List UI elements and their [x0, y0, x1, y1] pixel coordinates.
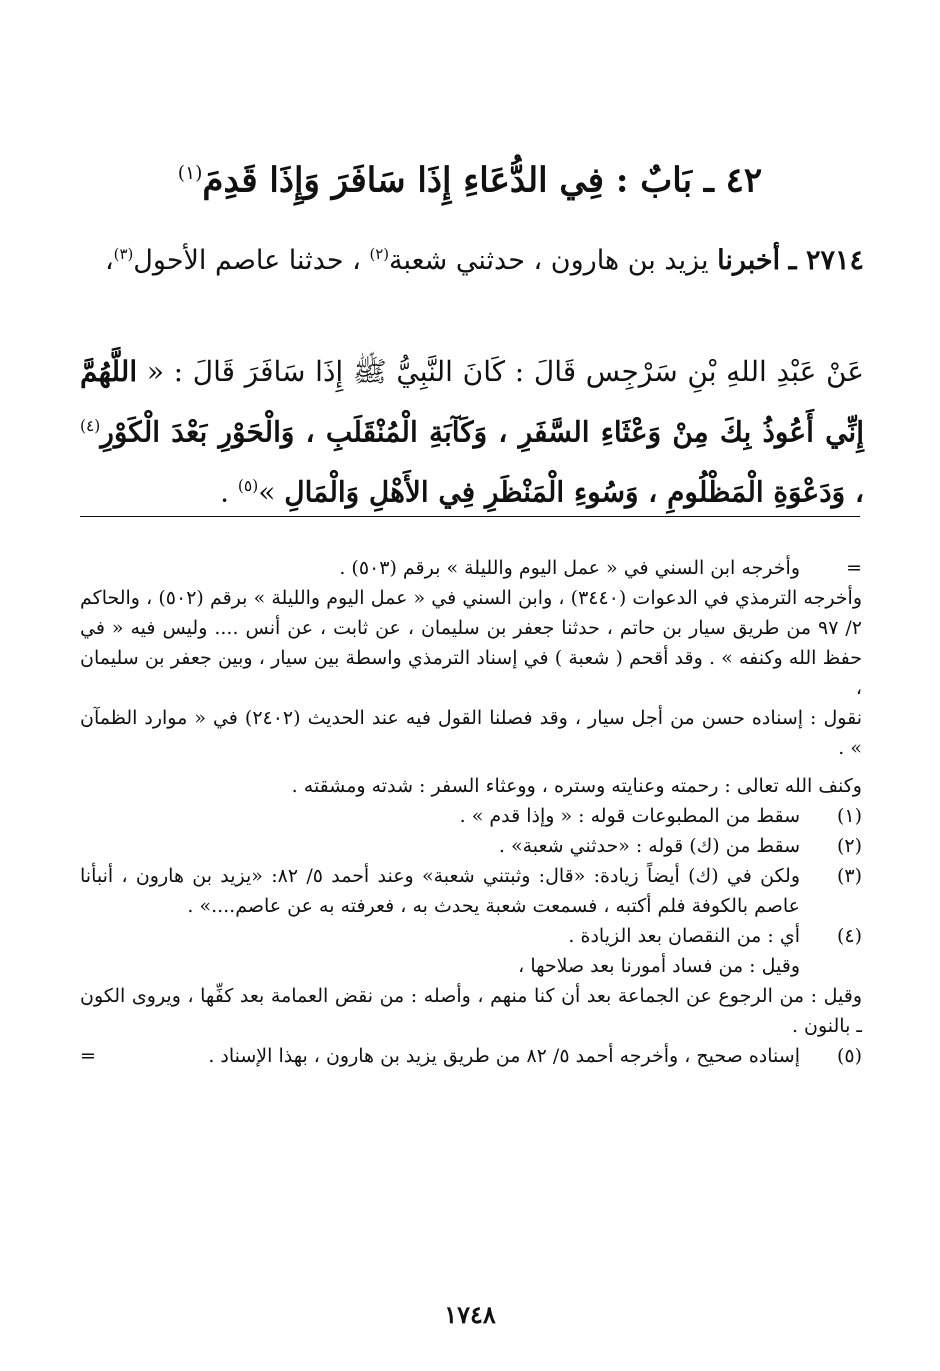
footnote-1 — [80, 801, 862, 831]
footnote-ref-4: (٤) — [80, 417, 101, 435]
footnote-separator — [80, 516, 860, 517]
chapter-title-text: ٤٢ ـ بَابٌ : فِي الدُّعَاءِ إِذَا سَافَرَ وَإِذَا قَدِمَ — [202, 160, 763, 201]
continued-note-line: وأخرجه الترمذي في الدعوات (٣٤٤٠) ، وابن السني في « عمل اليوم والليلة » برقم (٥٠٢) ، والحاكم ٢/ ٩٧ من طريق سيار بن حاتم ، حدثنا جعفر بن سليمان ، عن ثابت ، عن أنس .... وليس فيه « في حفظ الله وكنفه » . وقد أقحم ( شعبة ) في إسناد الترمذي واسطة بين سيار ، وبين جعفر بن سليمان ، — [80, 587, 863, 699]
footnote-text: سقط من (ك) قوله : «حدثني شعبة» . — [498, 835, 800, 857]
footnote-label: (٥) — [836, 1045, 862, 1067]
footnote-ref-5: (٥) — [237, 477, 259, 496]
isnad-end: ، — [104, 245, 114, 276]
dua-text-1: اللَّهُمَّ إِنِّي أَعُوذُ بِكَ مِنْ وَعْثَاءِ السَّفَرِ ، وَكَآبَةِ الْمُنْقَلَبِ ، وَالْحَوْرِ بَعْدَ الْكَوْرِ — [80, 355, 864, 449]
isnad-part-1: يزيد بن هارون ، حدثني شعبة — [389, 245, 709, 276]
footnote-ref-1: (١) — [177, 163, 203, 184]
footnote-text: ولكن في (ك) أيضاً زيادة: «قال: وثبتني شعبة» وعند أحمد ٥/ ٨٢: «يزيد بن هارون ، أنبأنا عاصم بالكوفة فلم أكتبه ، فسمعت شعبة يحدث به ، فعرفته به عن عاصم....» . — [80, 865, 801, 917]
continued-note-marker: = — [846, 557, 862, 579]
hadith-end-mark: . — [220, 475, 229, 509]
dua-text-2: ، وَدَعْوَةِ الْمَظْلُومِ ، وَسُوءِ الْمَنْظَرِ فِي الأَهْلِ وَالْمَالِ — [284, 475, 864, 509]
footnote-ref-3: (٣) — [113, 245, 134, 263]
footnote-ref-2: (٢) — [369, 245, 390, 263]
page-number: ١٧٤٨ — [444, 1300, 496, 1329]
footnote-label: (٣) — [836, 865, 862, 887]
footnote-4-line: وقيل : من الرجوع عن الجماعة بعد أن كنا منهم ، وأصله : من نقض العمامة بعد كفِّها ، ويروى الكون ـ بالنون . — [80, 985, 862, 1037]
hadith-isnad — [80, 228, 864, 287]
hadith-number: ٢٧١٤ ـ — [788, 245, 864, 276]
dua-close-quote: » — [258, 475, 276, 509]
footnote-text: أي : من النقصان بعد الزيادة . — [568, 925, 800, 947]
hadith-narration: عَنْ عَبْدِ اللهِ بْنِ سَرْجِس قَالَ : كَانَ النَّبِيُّ ﷺ إِذَا سَافَرَ قَالَ : « — [146, 355, 864, 388]
continuation-marker: = — [80, 1045, 96, 1067]
footnote-label: (٤) — [836, 925, 862, 947]
footnote-3 — [80, 861, 862, 921]
continued-note-line: وأخرجه ابن السني في « عمل اليوم والليلة » برقم (٥٠٣) . — [339, 557, 800, 579]
transmission-verb: أخبرنا — [717, 245, 781, 276]
footnote-label: (٢) — [836, 835, 862, 857]
hadith-matn — [80, 345, 864, 520]
footnote-text: سقط من المطبوعات قوله : « وإذا قدم » . — [459, 805, 800, 827]
chapter-title — [80, 150, 860, 204]
continued-note — [80, 553, 862, 583]
footnote-4 — [80, 921, 862, 951]
footnotes-section — [80, 553, 862, 1071]
footnote-text: إسناده صحيح ، وأخرجه أحمد ٥/ ٨٢ من طريق يزيد بن هارون ، بهذا الإسناد . — [208, 1045, 800, 1067]
continued-note-line: نقول : إسناده حسن من أجل سيار ، وقد فصلنا القول فيه عند الحديث (٢٤٠٢) في « موارد الظمآن » . — [80, 707, 862, 759]
footnote-4-line: وقيل : من فساد أمورنا بعد صلاحها ، — [518, 955, 800, 977]
footnote-label: (١) — [836, 805, 862, 827]
footnote-2 — [80, 831, 862, 861]
footnote-5 — [80, 1041, 862, 1071]
isnad-part-2: ، حدثنا عاصم الأحول — [133, 245, 361, 276]
continued-note-line: وكنف الله تعالى : رحمته وعنايته وستره ، ووعثاء السفر : شدته ومشقته . — [291, 775, 862, 797]
